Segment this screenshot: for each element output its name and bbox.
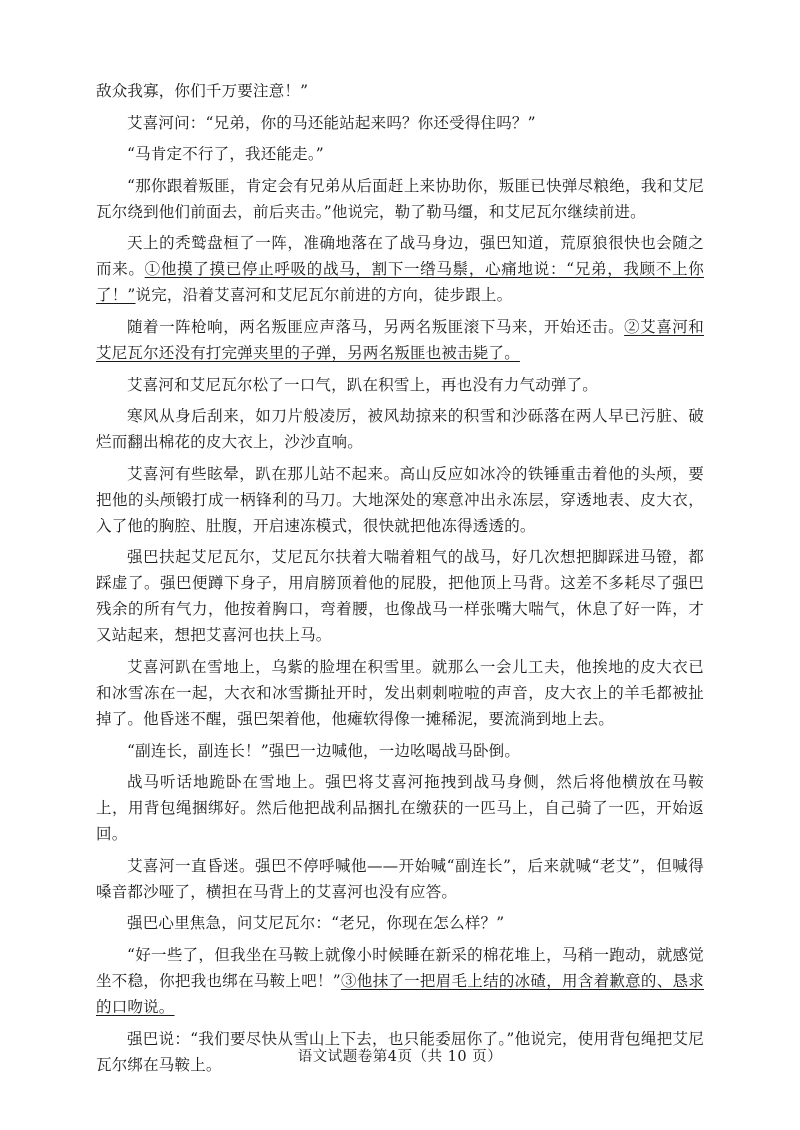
page-footer: 语文试题卷第4页（共 10 页） — [297, 1049, 503, 1065]
text-segment: 艾喜河问：“兄弟，你的马还能站起来吗？你还受得住吗？” — [127, 113, 536, 132]
text-segment: 艾喜河一直昏迷。强巴不停呼喊他——开始喊“副连长”，后来就喊“老艾”，但喊得嗓音都沙哑了，横担在马背上的艾喜河也没有应答。 — [96, 856, 704, 901]
text-segment: “马肯定不行了，我还能走。” — [127, 145, 324, 164]
text-segment: “副连长，副连长！”强巴一边喊他，一边吆喝战马卧倒。 — [127, 741, 521, 760]
underlined-sentence: ②艾喜河和艾尼瓦尔还没有打完弹夹里的子弹，另两名叛匪也被击毙了。 — [96, 317, 704, 362]
text-segment: 强巴心里焦急，问艾尼瓦尔：“老兄，你现在怎么样？” — [127, 914, 505, 933]
text-segment: 艾喜河有些眩晕，趴在那儿站不起来。高山反应如冰冷的铁锤重击着他的头颅，要把他的头颅锻打成一柄锋利的马刀。大地深处的寒意冲出永冻层，穿透地表、皮大衣，入了他的胸腔、肚腹，开启速冻模式，很快就把他冻得透透的。 — [96, 464, 704, 535]
story-paragraph — [96, 372, 704, 398]
story-paragraph — [96, 461, 704, 539]
story-paragraph — [96, 78, 704, 104]
story-paragraph — [96, 544, 704, 648]
text-segment: 随着一阵枪响，两名叛匪应声落马，另两名叛匪滚下马来，开始还击。 — [127, 317, 625, 336]
text-segment: “好一些了，但我坐在马鞍上就像小时候睡在新采的棉花堆上，马稍一跑动，就感觉坐不稳，你把我也绑在马鞍上吧！” — [96, 945, 704, 990]
text-segment: 艾喜河和艾尼瓦尔松了一口气，趴在积雪上，再也没有力气动弹了。 — [127, 375, 599, 394]
text-segment: 强巴扶起艾尼瓦尔，艾尼瓦尔扶着大喘着粗气的战马，好几次想把脚踩进马镫，都踩虚了。强巴便蹲下身子，用肩膀顶着他的屁股，把他顶上马背。这差不多耗尽了强巴残余的所有气力，他按着胸口，弯着腰，也像战马一样张嘴大喘气，休息了好一阵，才又站起来，想把艾喜河也扶上马。 — [96, 548, 704, 645]
story-paragraph — [96, 173, 704, 225]
story-paragraph — [96, 403, 704, 455]
text-segment: 寒风从身后刮来，如刀片般凌厉，被风劫掠来的积雪和沙砾落在两人早已污脏、破烂而翻出棉花的皮大衣上，沙沙直响。 — [96, 407, 704, 452]
story-paragraph — [96, 654, 704, 732]
underlined-sentence: ①他摸了摸已停止呼吸的战马，割下一绺马鬃，心痛地说：“兄弟，我顾不上你了！” — [96, 260, 704, 305]
underlined-sentence: ③他抹了一把眉毛上结的冰碴，用含着歉意的、恳求的口吻说。 — [96, 971, 704, 1016]
text-segment: 战马听话地跪卧在雪地上。强巴将艾喜河拖拽到战马身侧，然后将他横放在马鞍上，用背包绳捆绑好。然后他把战利品捆扎在缴获的一匹马上，自己骑了一匹，开始返回。 — [96, 773, 704, 844]
story-paragraph — [96, 942, 704, 1020]
story-paragraph — [96, 853, 704, 905]
text-segment: “那你跟着叛匪，肯定会有兄弟从后面赶上来协助你，叛匪已快弹尽粮绝，我和艾尼瓦尔绕到他们前面去，前后夹击。”他说完，勒了勒马缰，和艾尼瓦尔继续前进。 — [96, 176, 704, 221]
text-segment: 天上的秃鹫盘桓了一阵，准确地落在了战马身边，强巴知道，荒原狼很快也会随之而来。 — [96, 234, 704, 279]
text-segment: 艾喜河趴在雪地上，乌紫的脸埋在积雪里。就那么一会儿工夫，他挨地的皮大衣已和冰雪冻在一起，大衣和冰雪撕扯开时，发出刺刺啦啦的声音，皮大衣上的羊毛都被扯掉了。他昏迷不醒，强巴架着他，他瘫软得像一摊稀泥，要流淌到地上去。 — [96, 657, 704, 728]
story-paragraph — [96, 910, 704, 936]
story-text — [96, 78, 704, 1078]
text-segment: 强巴说：“我们要尽快从雪山上下去，也只能委屈你了。”他说完，使用背包绳把艾尼瓦尔绑在马鞍上。 — [96, 1029, 704, 1074]
story-paragraph — [96, 738, 704, 764]
text-segment: 敌众我寡，你们千万要注意！” — [96, 82, 309, 100]
text-segment: 说完，沿着艾喜河和艾尼瓦尔前进的方向，徒步跟上。 — [135, 286, 513, 305]
story-paragraph — [96, 141, 704, 167]
story-paragraph — [96, 769, 704, 847]
story-paragraph — [96, 110, 704, 136]
story-paragraph — [96, 230, 704, 308]
story-paragraph — [96, 314, 704, 366]
